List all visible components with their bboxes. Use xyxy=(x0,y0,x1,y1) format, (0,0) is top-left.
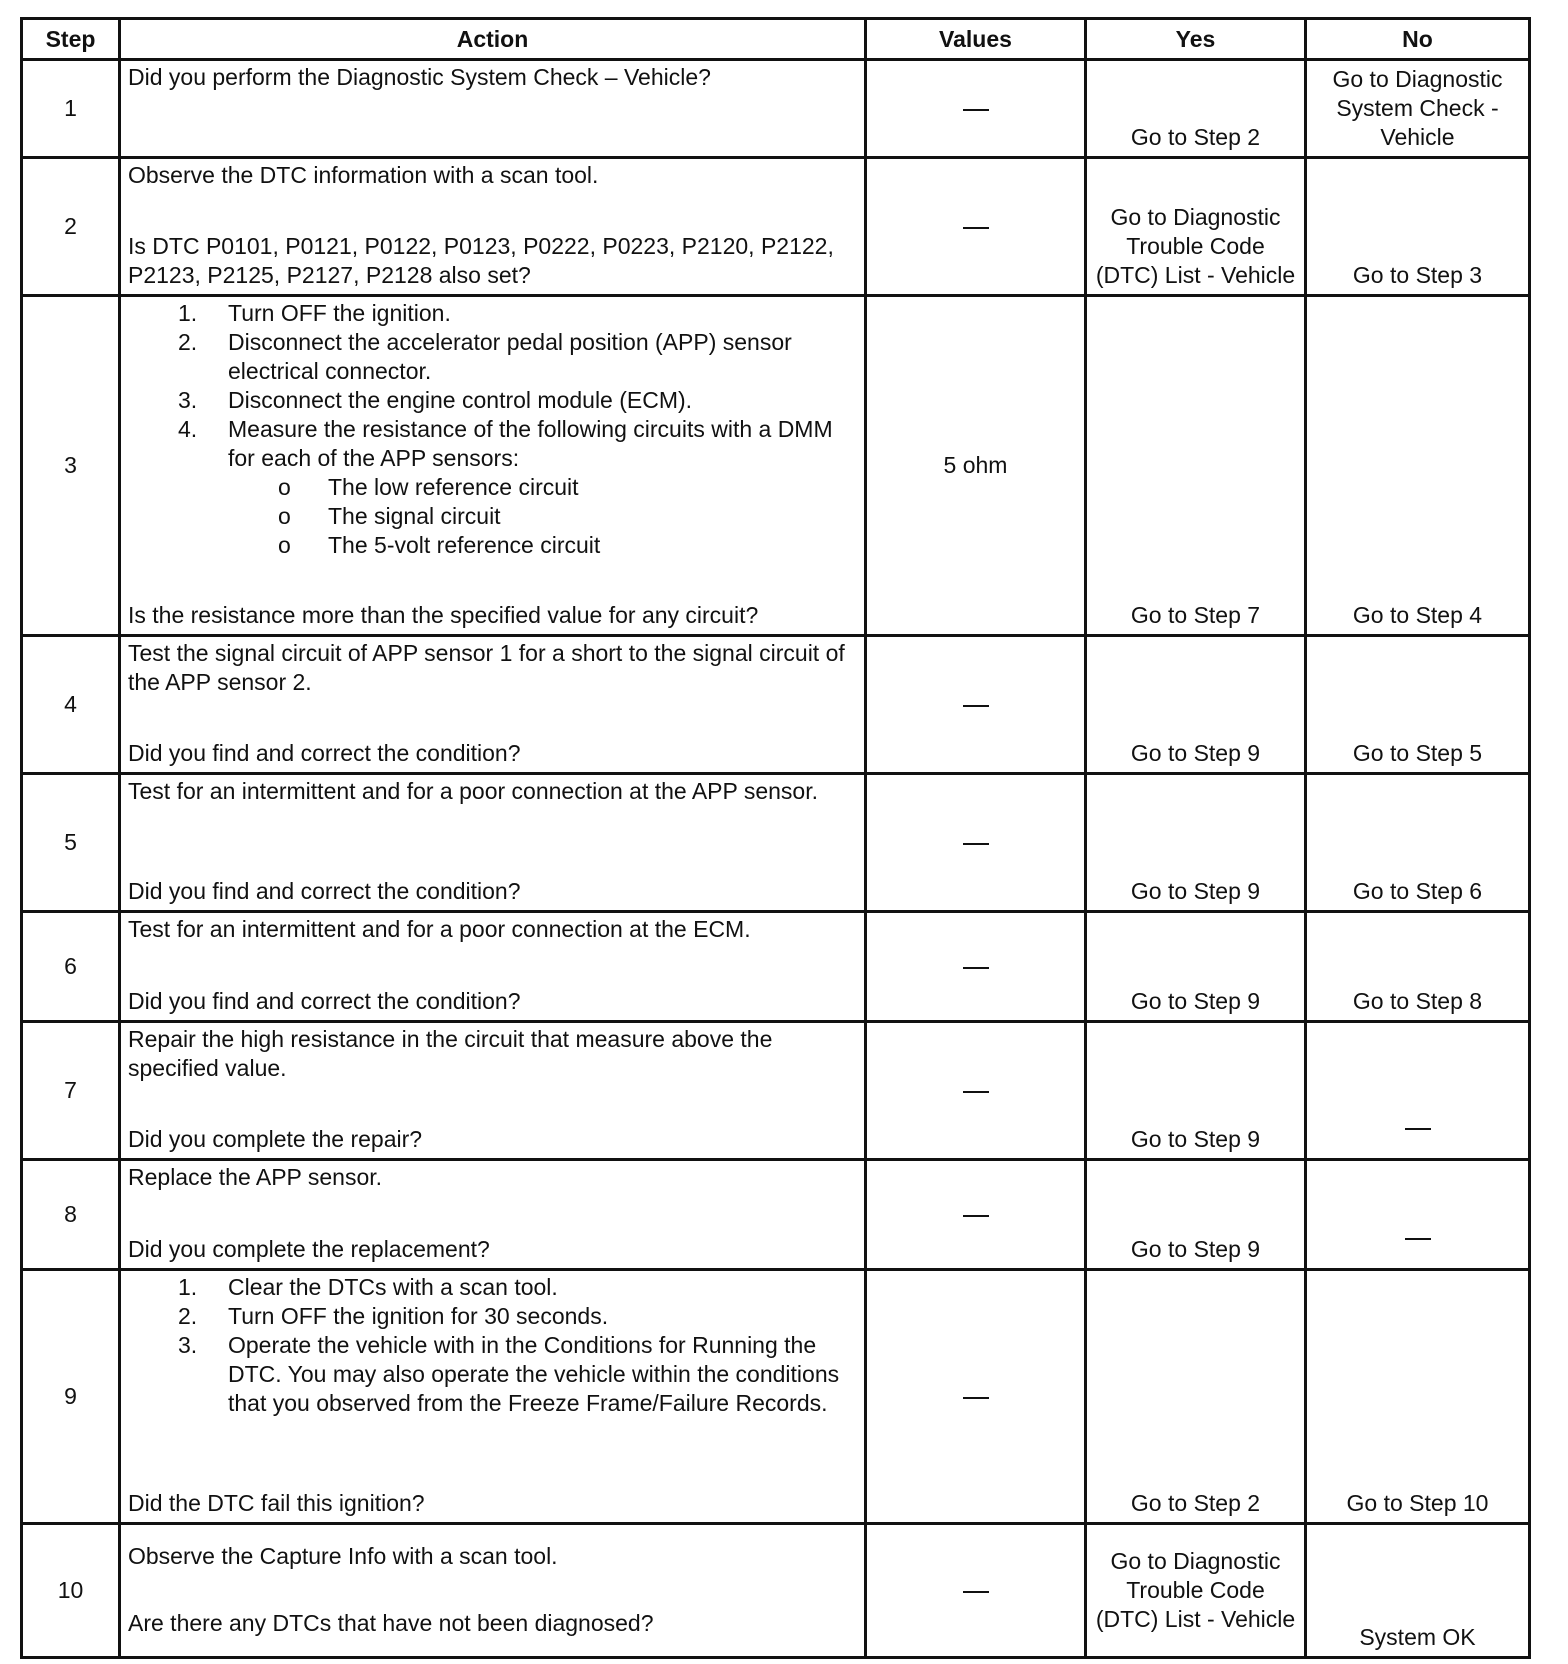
yes-cell xyxy=(1086,1524,1306,1658)
yes-link[interactable]: Go to Step 9 xyxy=(1130,740,1261,766)
action-cell xyxy=(120,1524,866,1658)
no-link[interactable]: Go to Step 8 xyxy=(1352,988,1483,1014)
no-link[interactable]: Go to Step 3 xyxy=(1352,262,1483,288)
value-dash xyxy=(963,705,989,707)
header-row xyxy=(22,19,1530,60)
table-row xyxy=(22,1022,1530,1160)
action-text: Observe the Capture Info with a scan tool. xyxy=(128,1542,558,1569)
step-number: 8 xyxy=(22,1160,120,1270)
action-question: Are there any DTCs that have not been diagnosed? xyxy=(128,1609,654,1636)
yes-cell xyxy=(1086,774,1306,912)
step-number: 9 xyxy=(22,1270,120,1524)
action-text: Observe the DTC information with a scan tool. xyxy=(128,162,599,188)
list-item: 1. Clear the DTCs with a scan tool. xyxy=(178,1274,558,1300)
value-dash xyxy=(963,227,989,229)
action-cell xyxy=(120,1270,866,1524)
no-cell xyxy=(1306,1022,1530,1160)
list-item: 3. Operate the vehicle with in the Conditions for Running the DTC. You may also operate the vehicle within the conditions that you observed from the Freeze Frame/Failure Records. xyxy=(178,1332,840,1416)
action-cell xyxy=(120,636,866,774)
value-dash xyxy=(963,843,989,845)
step-number: 10 xyxy=(22,1524,120,1658)
action-question: Did the DTC fail this ignition? xyxy=(128,1490,425,1516)
yes-link[interactable]: Go to Step 9 xyxy=(1130,988,1261,1014)
action-question: Is the resistance more than the specified value for any circuit? xyxy=(128,602,759,628)
no-link[interactable]: Go to Step 6 xyxy=(1352,878,1483,904)
value-dash xyxy=(963,109,989,111)
value-cell xyxy=(866,1524,1086,1658)
value-dash xyxy=(963,1397,989,1399)
value-cell: 5 ohm xyxy=(866,296,1086,636)
action-question: Did you find and correct the condition? xyxy=(128,988,521,1014)
value-dash xyxy=(963,967,989,969)
yes-link[interactable]: Go to Step 9 xyxy=(1130,1126,1261,1152)
no-cell xyxy=(1306,296,1530,636)
value-cell xyxy=(866,636,1086,774)
action-text: Replace the APP sensor. xyxy=(128,1164,383,1190)
no-link[interactable]: Go to Diagnostic System Check - Vehicle xyxy=(1332,66,1503,150)
header-action: Action xyxy=(120,19,866,60)
action-cell xyxy=(120,296,866,636)
table-row xyxy=(22,60,1530,158)
action-cell xyxy=(120,158,866,296)
table-row xyxy=(22,158,1530,296)
no-link[interactable]: System OK xyxy=(1359,1624,1476,1650)
yes-cell xyxy=(1086,1160,1306,1270)
value-dash xyxy=(963,1591,989,1593)
yes-cell xyxy=(1086,636,1306,774)
no-link[interactable]: Go to Step 5 xyxy=(1352,740,1483,766)
yes-cell xyxy=(1086,912,1306,1022)
table-row xyxy=(22,1524,1530,1658)
no-cell xyxy=(1306,774,1530,912)
yes-link[interactable]: Go to Step 7 xyxy=(1130,602,1261,628)
procedure-list xyxy=(128,1273,858,1418)
action-question: Did you complete the replacement? xyxy=(128,1236,490,1262)
value-dash xyxy=(963,1215,989,1217)
action-question: Did you find and correct the condition? xyxy=(128,740,521,766)
value-cell xyxy=(866,158,1086,296)
header-step: Step xyxy=(22,19,120,60)
no-cell xyxy=(1306,1270,1530,1524)
table-row xyxy=(22,636,1530,774)
table-row xyxy=(22,296,1530,636)
header-no: No xyxy=(1306,19,1530,60)
action-text: Test the signal circuit of APP sensor 1 for a short to the signal circuit of the APP sensor 2. xyxy=(128,640,845,695)
step-number: 2 xyxy=(22,158,120,296)
action-cell xyxy=(120,1160,866,1270)
yes-link[interactable]: Go to Step 9 xyxy=(1130,878,1261,904)
table-row xyxy=(22,1270,1530,1524)
no-cell xyxy=(1306,636,1530,774)
table-row xyxy=(22,912,1530,1022)
action-cell xyxy=(120,912,866,1022)
action-text: Test for an intermittent and for a poor connection at the ECM. xyxy=(128,916,751,942)
yes-link[interactable]: Go to Diagnostic Trouble Code (DTC) List - Vehicle xyxy=(1095,1548,1296,1632)
step-number: 7 xyxy=(22,1022,120,1160)
value-cell xyxy=(866,774,1086,912)
list-item: o The low reference circuit xyxy=(278,474,579,500)
value-cell xyxy=(866,912,1086,1022)
no-cell xyxy=(1306,60,1530,158)
list-item: o The signal circuit xyxy=(278,503,501,529)
list-item: 3. Disconnect the engine control module (ECM). xyxy=(178,387,693,413)
list-item: 2. Turn OFF the ignition for 30 seconds. xyxy=(178,1303,609,1329)
yes-link[interactable]: Go to Step 2 xyxy=(1130,1490,1261,1516)
table-row xyxy=(22,1160,1530,1270)
procedure-list xyxy=(128,299,858,473)
action-text: Repair the high resistance in the circuit that measure above the specified value. xyxy=(128,1026,773,1081)
value-cell xyxy=(866,1160,1086,1270)
no-dash xyxy=(1405,1238,1431,1240)
list-item: 2. Disconnect the accelerator pedal position (APP) sensor electrical connector. xyxy=(178,329,792,384)
action-question: Did you find and correct the condition? xyxy=(128,878,521,904)
action-cell xyxy=(120,60,866,158)
value-dash xyxy=(963,1091,989,1093)
value-cell xyxy=(866,1022,1086,1160)
list-item: 1. Turn OFF the ignition. xyxy=(178,300,451,326)
no-cell xyxy=(1306,1160,1530,1270)
yes-link[interactable]: Go to Step 9 xyxy=(1130,1236,1261,1262)
step-number: 3 xyxy=(22,296,120,636)
header-yes: Yes xyxy=(1086,19,1306,60)
no-link[interactable]: Go to Step 10 xyxy=(1346,1490,1489,1516)
no-link[interactable]: Go to Step 4 xyxy=(1352,602,1483,628)
header-values: Values xyxy=(866,19,1086,60)
yes-cell xyxy=(1086,296,1306,636)
diagnostic-table xyxy=(20,17,1531,1659)
action-text: Did you perform the Diagnostic System Check – Vehicle? xyxy=(128,64,711,90)
circuit-list xyxy=(128,473,858,560)
list-item: o The 5-volt reference circuit xyxy=(278,532,601,558)
action-text: Test for an intermittent and for a poor connection at the APP sensor. xyxy=(128,778,818,804)
yes-cell xyxy=(1086,158,1306,296)
step-number: 5 xyxy=(22,774,120,912)
value-cell xyxy=(866,1270,1086,1524)
action-cell xyxy=(120,1022,866,1160)
no-cell xyxy=(1306,912,1530,1022)
step-number: 6 xyxy=(22,912,120,1022)
no-cell xyxy=(1306,1524,1530,1658)
yes-link[interactable]: Go to Diagnostic Trouble Code (DTC) List - Vehicle xyxy=(1095,204,1296,288)
step-number: 4 xyxy=(22,636,120,774)
table-row xyxy=(22,774,1530,912)
step-number: 1 xyxy=(22,60,120,158)
action-question: Did you complete the repair? xyxy=(128,1126,423,1152)
action-cell xyxy=(120,774,866,912)
yes-link[interactable]: Go to Step 2 xyxy=(1130,124,1261,150)
yes-cell xyxy=(1086,1270,1306,1524)
list-item: 4. Measure the resistance of the following circuits with a DMM for each of the APP sensors: xyxy=(178,416,833,471)
action-question: Is DTC P0101, P0121, P0122, P0123, P0222, P0223, P2120, P2122, P2123, P2125, P2127, P2128 also set? xyxy=(128,233,834,288)
yes-cell xyxy=(1086,1022,1306,1160)
no-cell xyxy=(1306,158,1530,296)
no-dash xyxy=(1405,1128,1431,1130)
yes-cell xyxy=(1086,60,1306,158)
value-cell xyxy=(866,60,1086,158)
